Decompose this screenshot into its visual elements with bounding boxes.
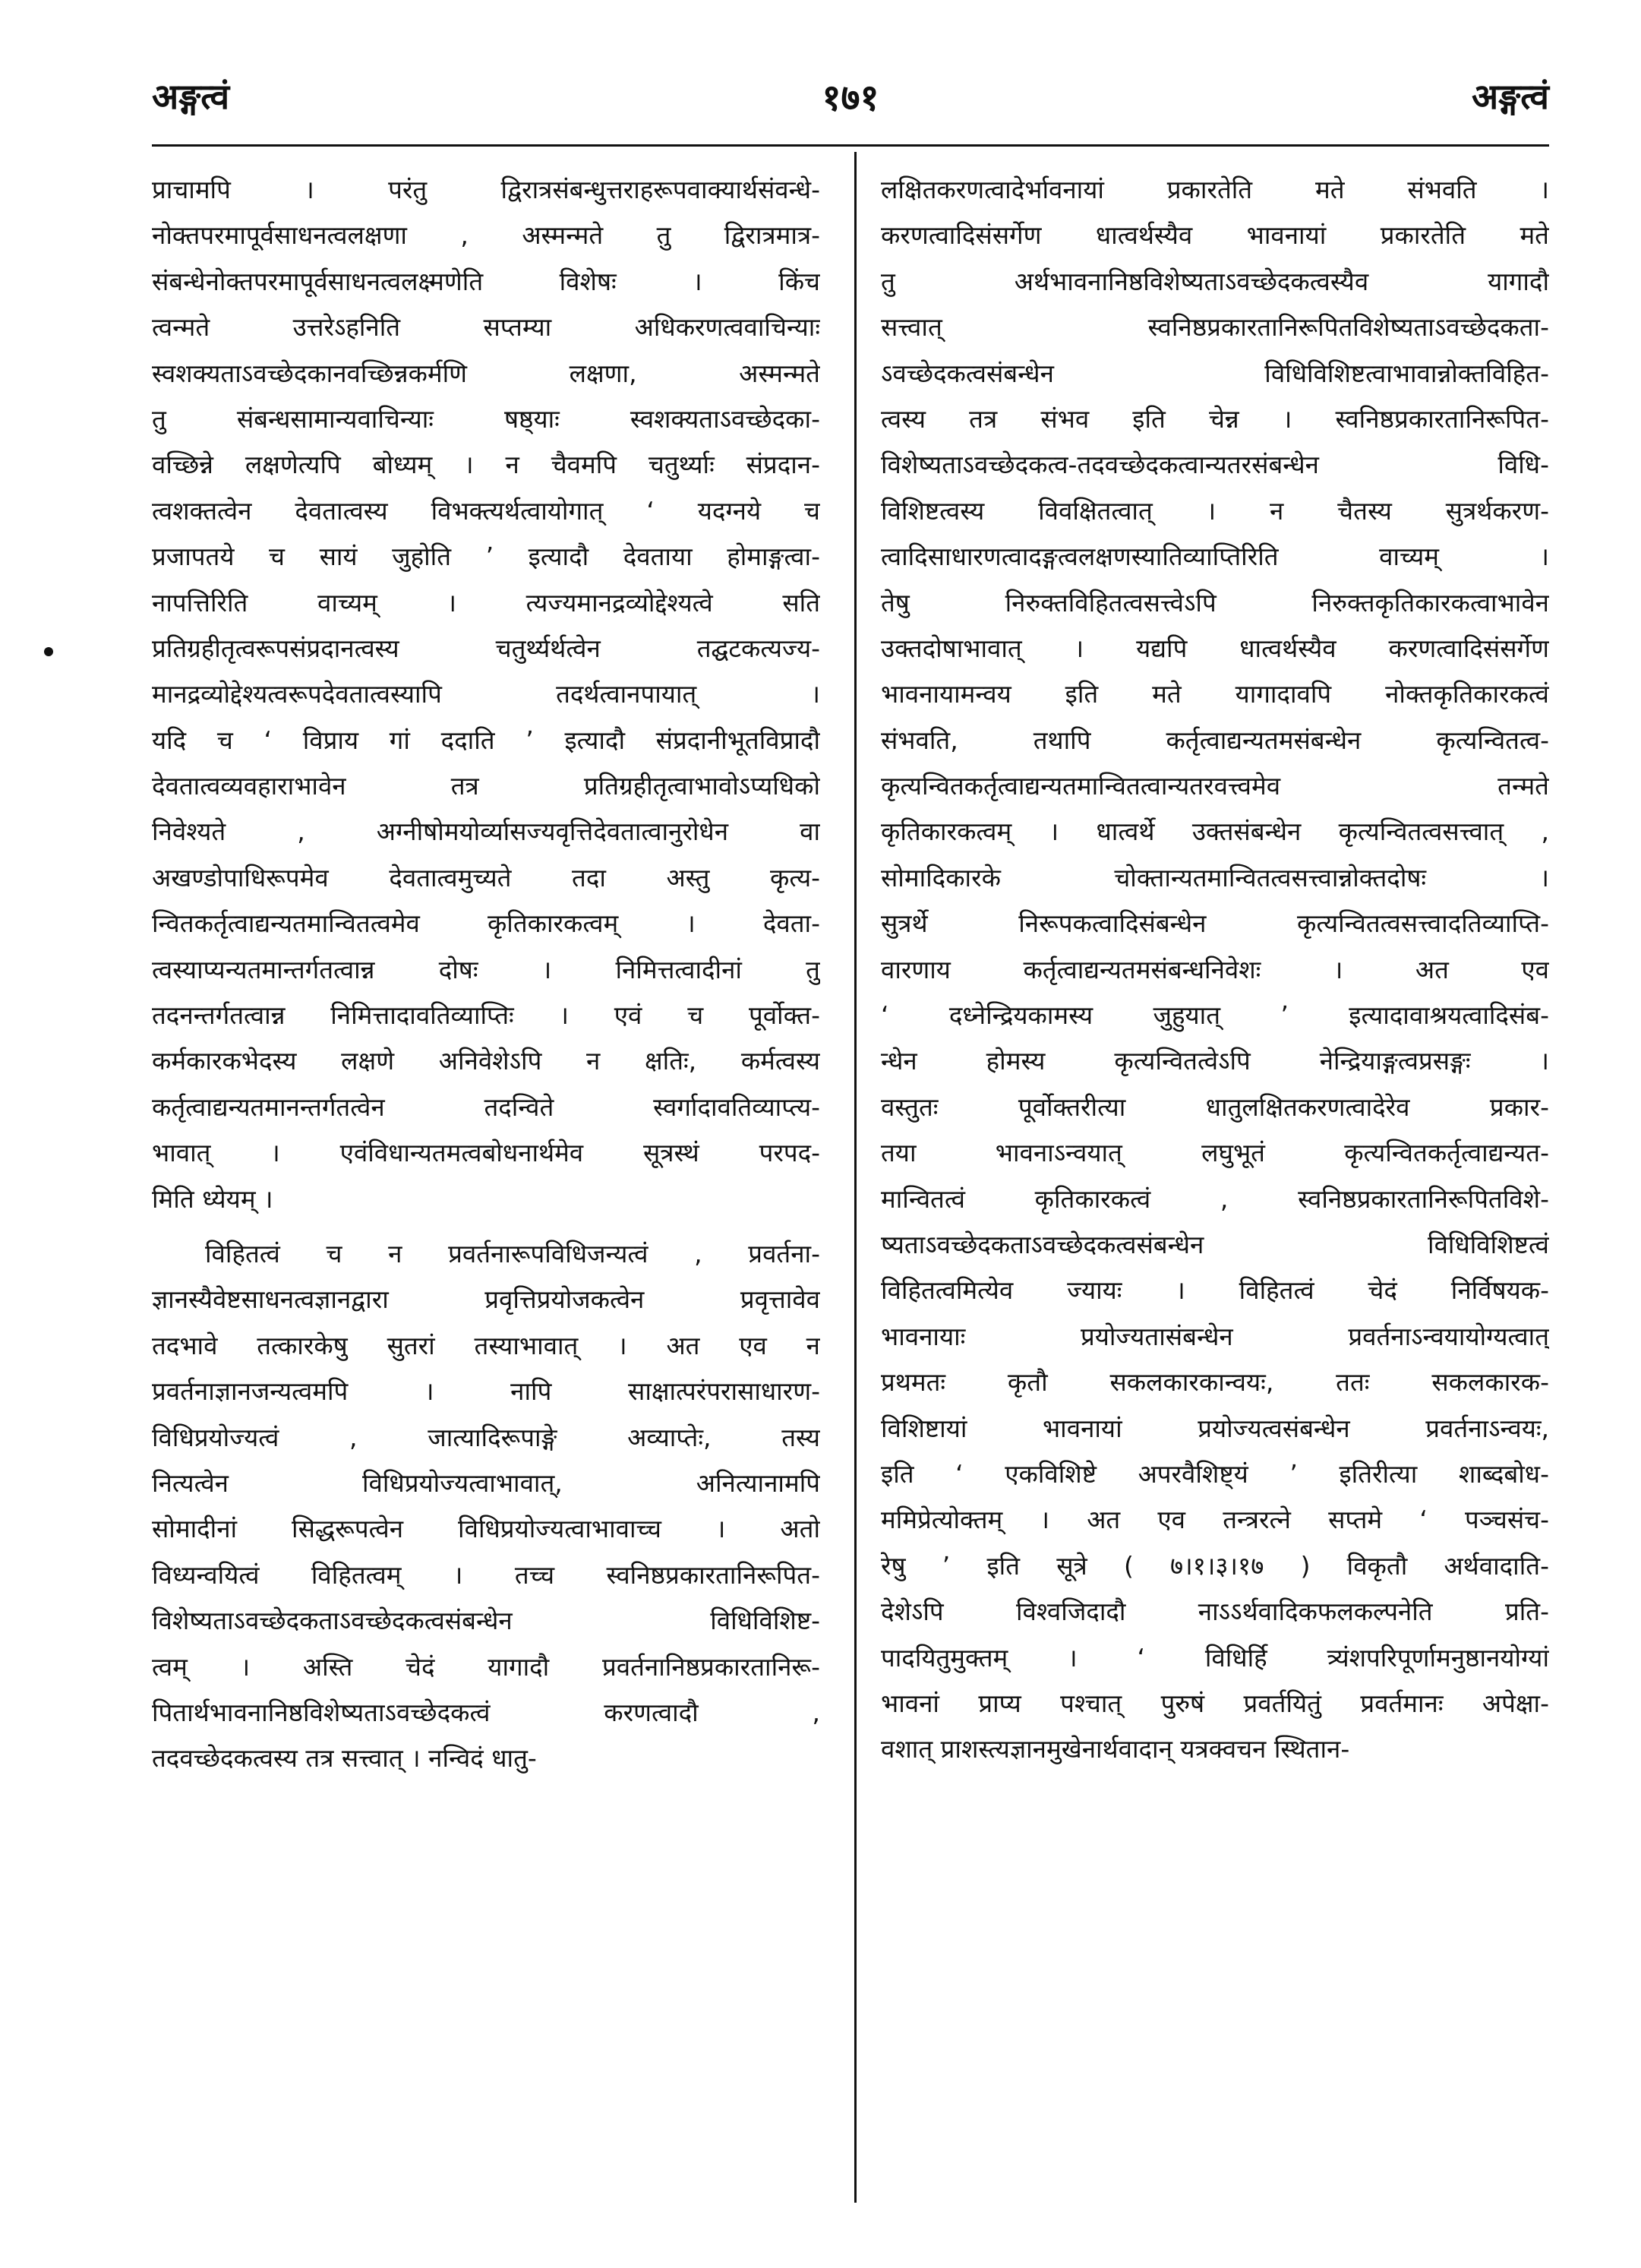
text-line: मिति ध्येयम् । [152,1183,273,1214]
text-line: प्रवर्तनाज्ञानजन्यत्वमपि । नापि साक्षात्परंपरासाधारण- [152,1376,820,1407]
text-line: प्राचामपि । परंतु द्विरात्रसंबन्धुत्तराहरूपवाक्यार्थसंवन्धे- [152,175,820,204]
header-rule [152,144,1549,147]
text-line: त्वन्मते उत्तरेऽहनिति सप्तम्या अधिकरणत्ववाचिन्याः [152,312,820,343]
text-line: तु संबन्धसामान्यवाचिन्याः षष्ठ्याः स्वशक्यताऽवच्छेदका- [152,403,820,434]
text-line: तेषु निरुक्तविहितत्वसत्त्वेऽपि निरुक्तकृतिकारकत्वाभावेन [881,587,1549,618]
text-line: कृतिकारकत्वम् । धात्वर्थे उक्तसंबन्धेन कृत्यन्वितत्वसत्त्वात् , [881,817,1549,847]
text-line: ‘ दध्नेन्द्रियकामस्य जुहुयात् ’ इत्यादावाश्रयत्वादिसंब- [881,1000,1549,1031]
paragraph [152,167,820,1222]
text-line: न्वितकर्तृत्वाद्यन्यतमान्वितत्वमेव कृतिकारकत्वम् । देवता- [152,908,820,939]
text-line: त्वशक्तत्वेन देवतात्वस्य विभक्त्यर्थत्वायोगात् ‘ यदग्नये च [152,495,820,526]
text-line: नोक्तपरमापूर्वसाधनत्वलक्षणा , अस्मन्मते तु द्विरात्रमात्र- [152,220,820,251]
text-line: तदनन्तर्गतत्वान्न निमित्तादावतिव्याप्तिः । एवं च पूर्वोक्त- [152,1000,820,1031]
text-line: भावनां प्राप्य पश्चात् पुरुषं प्रवर्तयितुं प्रवर्तमानः अपेक्षा- [881,1688,1549,1718]
text-line: नित्यत्वेन विधिप्रयोज्यत्वाभावात्, अनित्यानामपि [152,1467,820,1498]
text-line: संभवति, तथापि कर्तृत्वाद्यन्यतमसंबन्धेन कृत्यन्वितत्व- [881,725,1549,755]
text-line: सुत्रर्थे निरूपकत्वादिसंबन्धेन कृत्यन्वितत्वसत्त्वादतिव्याप्ति- [881,908,1549,939]
text-line: ऽवच्छेदकत्वसंबन्धेन विधिविशिष्टत्वाभावान्नोक्तविहित- [881,358,1549,388]
text-line: मानद्रव्योद्देश्यत्वरूपदेवतात्वस्यापि तदर्थत्वानपायात् । [152,679,820,709]
text-line: विशेष्यताऽवच्छेदकत्व-तदवच्छेदकत्वान्यतरसंबन्धेन विधि- [881,450,1549,480]
margin-mark [44,647,53,656]
text-line: सोमादिकारके चोक्तान्यतमान्वितत्वसत्त्वान्नोक्तदोषः । [881,862,1549,892]
text-line: त्वादिसाधारणत्वादङ्गत्वलक्षणस्यातिव्याप्तिरिति वाच्यम् । [881,542,1549,572]
running-title-right: अङ्गत्वं [1471,76,1549,117]
text-line: प्रतिग्रहीतृत्वरूपसंप्रदानत्वस्य चतुर्थ्यर्थत्वेन तद्घटकत्यज्य- [152,633,820,663]
text-line: इति ‘ एकविशिष्टे अपरवैशिष्ट्यं ’ इतिरीत्या शाब्दबोध- [881,1458,1549,1489]
page-number: १७१ [822,77,879,119]
text-line: त्वम् । अस्ति चेदं यागादौ प्रवर्तनानिष्ठप्रकारतानिरू- [152,1651,820,1682]
text-line: ज्ञानस्यैवेष्टसाधनत्वज्ञानद्वारा प्रवृत्तिप्रयोजकत्वेन प्रवृत्तावेव [152,1284,820,1315]
text-line: पितार्थभावनानिष्ठविशेष्यताऽवच्छेदकत्वं करणत्वादौ , [152,1697,820,1727]
text-line: नापत्तिरिति वाच्यम् । त्यज्यमानद्रव्योद्देश्यत्वे सति [152,587,820,618]
page-header [152,72,1549,133]
text-line: प्रजापतये च सायं जुहोति ’ इत्यादौ देवताया होमाङ्गत्वा- [152,542,820,572]
text-line: देवतात्वव्यवहाराभावेन तत्र प्रतिग्रहीतृत्वाभावोऽप्यधिको [152,771,820,801]
text-line: कर्मकारकभेदस्य लक्षणे अनिवेशेऽपि न क्षतिः, कर्मत्वस्य [152,1046,820,1076]
text-line: विधिप्रयोज्यत्वं , जात्यादिरूपाङ्गे अव्याप्तेः, तस्य [152,1422,820,1452]
text-line: यदि च ‘ विप्राय गां ददाति ’ इत्यादौ संप्रदानीभूतविप्रादौ [152,725,820,755]
text-line: लक्षितकरणत्वादेर्भावनायां प्रकारतेति मते संभवति । [881,175,1549,204]
text-line: कर्तृत्वाद्यन्यतमानन्तर्गतत्वेन तदन्विते स्वर्गादावतिव्याप्त्य- [152,1091,820,1122]
text-line: तया भावनाऽन्वयात् लघुभूतं कृत्यन्वितकर्तृत्वाद्यन्यत- [881,1138,1549,1168]
text-line: विशेष्यताऽवच्छेदकताऽवच्छेदकत्वसंबन्धेन विधिविशिष्ट- [152,1606,820,1636]
text-line: पादयितुमुक्तम् । ‘ विधिर्हि त्र्यंशपरिपूर्णामनुष्ठानयोग्यां [881,1642,1549,1673]
text-line: वारणाय कर्तृत्वाद्यन्यतमसंबन्धनिवेशः । अत एव [881,954,1549,984]
text-line: सत्त्वात् स्वनिष्ठप्रकारतानिरूपितविशेष्यताऽवच्छेदकता- [881,312,1549,343]
left-column [152,167,820,1791]
text-line: संबन्धेनोक्तपरमापूर्वसाधनत्वलक्ष्मणेति विशेषः । किंच [152,266,820,296]
text-line: कृत्यन्वितकर्तृत्वाद्यन्यतमान्वितत्वान्यतरवत्त्वमेव तन्मते [881,771,1549,801]
text-line: त्वस्य तत्र संभव इति चेन्न । स्वनिष्ठप्रकारतानिरूपित- [881,403,1549,434]
text-line: तु अर्थभावनानिष्ठविशेष्यताऽवच्छेदकत्वस्यैव यागादौ [881,266,1549,296]
paragraph [152,1231,820,1782]
text-line: भावनायामन्वय इति मते यागादावपि नोक्तकृतिकारकत्वं [881,679,1549,709]
text-line: भावात् । एवंविधान्यतमत्वबोधनार्थमेव सूत्रस्थं परपद- [152,1138,820,1168]
text-line: विहितत्वमित्येव ज्यायः । विहितत्वं चेदं निर्विषयक- [881,1275,1549,1306]
text-line: मान्वितत्वं कृतिकारकत्वं , स्वनिष्ठप्रकारतानिरूपितविशे- [881,1183,1549,1214]
text-line: ममिप्रेत्योक्तम् । अत एव तन्त्ररत्ने सप्तमे ‘ पञ्चसंच- [881,1505,1549,1535]
text-line: वच्छिन्ने लक्षणेत्यपि बोध्यम् । न चैवमपि चतुर्थ्याः संप्रदान- [152,450,820,480]
text-line: न्धेन होमस्य कृत्यन्वितत्वेऽपि नेन्द्रियाङ्गत्वप्रसङ्गः । [881,1046,1549,1076]
text-line: प्रथमतः कृतौ सकलकारकान्वयः, ततः सकलकारक- [881,1367,1549,1398]
right-column [881,167,1549,1782]
column-divider [854,152,857,2203]
text-line: निवेश्यते , अग्नीषोमयोर्व्यासज्यवृत्तिदेवतात्वानुरोधेन वा [152,817,820,847]
text-line: अखण्डोपाधिरूपमेव देवतात्वमुच्यते तदा अस्तु कृत्य- [152,862,820,892]
text-line: वस्तुतः पूर्वोक्तरीत्या धातुलक्षितकरणत्वादेरेव प्रकार- [881,1091,1549,1122]
text-line: रेषु ’ इति सूत्रे ( ७।१।३।१७ ) विकृतौ अर्थवादाति- [881,1550,1549,1581]
text-line: तदवच्छेदकत्वस्य तत्र सत्त्वात् । नन्विदं धातु- [152,1743,537,1774]
text-line: सोमादीनां सिद्धरूपत्वेन विधिप्रयोज्यत्वाभावाच्च । अतो [152,1514,820,1544]
text-line: स्वशक्यताऽवच्छेदकानवच्छिन्नकर्मणि लक्षणा, अस्मन्मते [152,358,820,388]
text-line: उक्तदोषाभावात् । यद्यपि धात्वर्थस्यैव करणत्वादिसंसर्गेण [881,633,1549,663]
text-line: विहितत्वं च न प्रवर्तनारूपविधिजन्यत्वं , प्रवर्तना- [205,1238,820,1268]
text-line: वशात् प्राशस्त्यज्ञानमुखेनार्थवादान् यत्रक्वचन स्थितान- [881,1734,1350,1764]
running-title-left: अङ्गत्वं [152,76,230,117]
text-line: भावनायाः प्रयोज्यतासंबन्धेन प्रवर्तनाऽन्वयायोग्यत्वात् [881,1321,1549,1351]
text-line: तदभावे तत्कारकेषु सुतरां तस्याभावात् । अत एव न [152,1330,820,1360]
text-line: विध्यन्वयित्वं विहितत्वम् । तच्च स्वनिष्ठप्रकारतानिरूपित- [152,1559,820,1590]
paragraph [881,167,1549,1773]
text-line: विशिष्टत्वस्य विवक्षितत्वात् । न चैतस्य सुत्रर्थकरण- [881,495,1549,526]
text-line: ष्यताऽवच्छेदकताऽवच्छेदकत्वसंबन्धेन विधिविशिष्टत्वं [881,1229,1549,1259]
text-line: विशिष्टायां भावनायां प्रयोज्यत्वसंबन्धेन प्रवर्तनाऽन्वयः, [881,1413,1549,1443]
text-line: देशेऽपि विश्वजिदादौ नाऽऽर्थवादिकफलकल्पनेति प्रति- [881,1597,1549,1627]
text-line: त्वस्याप्यन्यतमान्तर्गतत्वान्न दोषः । निमित्तत्वादीनां तु [152,954,820,984]
text-line: करणत्वादिसंसर्गेण धात्वर्थस्यैव भावनायां प्रकारतेति मते [881,220,1549,251]
